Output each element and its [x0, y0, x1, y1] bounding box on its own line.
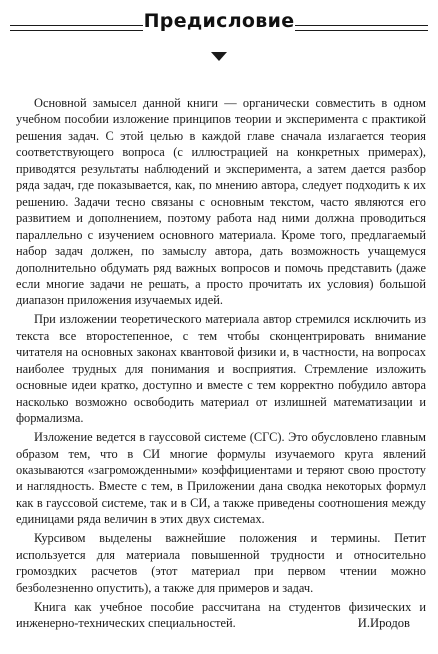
header-rule-right — [295, 25, 428, 31]
paragraph: Книга как учебное пособие рассчитана на студентов физических и инженерно-технических специальностей. — [16, 599, 426, 631]
paragraph: Изложение ведется в гауссовой системе (СГС). Это обусловлено главным образом тем, что в СИ многие формулы изучаемого круга явлений оказываются «загроможденными» коэффициентами и теряют свою простоту и наглядность. Вместе с тем, в Приложении дана сводка некоторых формул как в гауссовой системе, так и в СИ, а также приведены соотношения между единицами ряда величин в этих двух системах. — [16, 430, 426, 527]
header-rule-left — [10, 25, 143, 31]
paragraph: Курсивом выделены важнейшие положения и термины. Петит используется для материала повышенной трудности и относительно громоздких расчетов (этот материал при первом чтении можно безболезненно опустить), а также для примеров и задач. — [16, 531, 426, 595]
preface-body — [16, 95, 426, 634]
author-signature: И.Иродов — [357, 616, 410, 630]
page-title: Предисловие — [143, 10, 295, 32]
chapter-header — [10, 8, 428, 42]
paragraph: При изложении теоретического материала автор стремился исключить из текста все второстепенное, с тем чтобы сконцентрировать внимание читателя на основных законах квантовой физики и, в частности, на вопросах наиболее трудных для понимания и восприятия. Стремление изложить основные идеи кратко, доступно и вместе с тем корректно побудило автора насколько возможно освободить материал от излишней математизации и формализма. — [16, 312, 426, 426]
paragraph: Основной замысел данной книги — органически совместить в одном учебном пособии изложение принципов теории и эксперимента с практикой решения задач. С этой целью в каждой главе сначала излагается теория соответствующего вопроса (с иллюстрацией на конкретных примерах), приводятся результаты наблюдений и эксперимента, а затем дается разбор ряда задач, где показывается, как, по мнению автора, следует подходить к их решению. Задачи тесно связаны с основным текстом, часто являются его развитием и дополнением, поэтому работа над ними должна проводиться параллельно с изучением основного материала. Кроме того, предлагаемый набор задач должен, по замыслу автора, дать возможность учащемуся дополнительно обдумать ряд важных вопросов и помочь представить (даже если многие задачи не решать, а просто прочитать их условия) большой диапазон приложения изучаемых идей. — [16, 96, 426, 308]
triangle-marker-icon — [211, 52, 227, 61]
